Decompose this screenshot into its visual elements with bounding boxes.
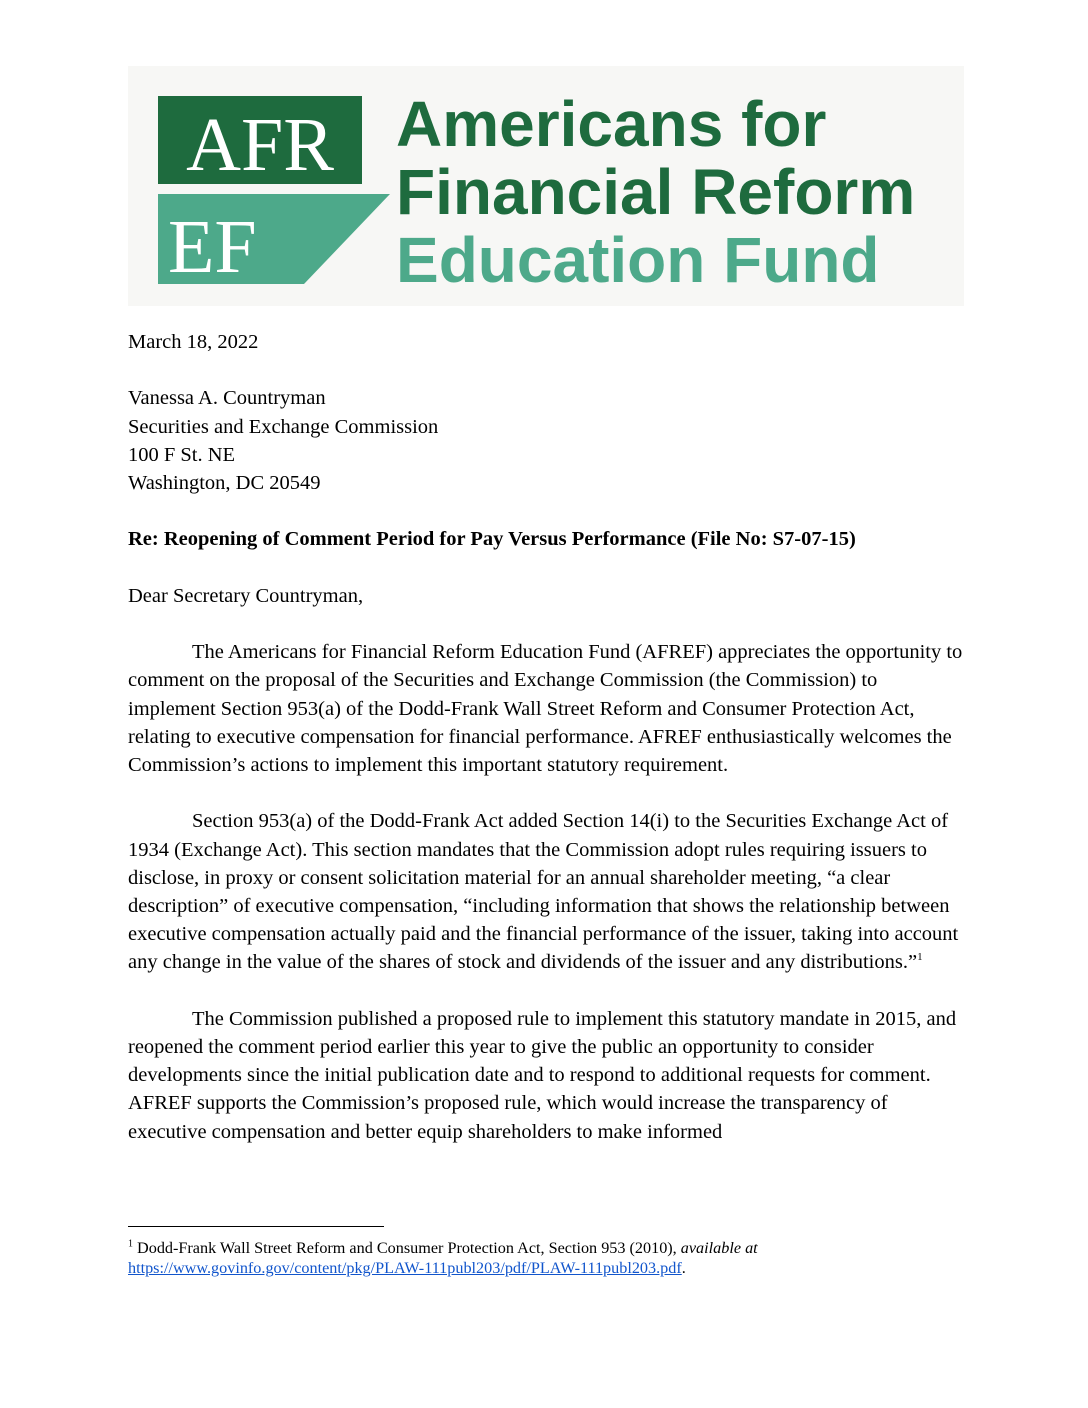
recipient-organization: Securities and Exchange Commission (128, 415, 439, 438)
logo-line-2: Financial Reform (396, 156, 916, 228)
paragraph-3: The Commission published a proposed rule to implement this statutory mandate in 2015, and reopened the comment period earlier this year to give the public an opportunity to consider developments since the initial publication date and to respond to additional requests for comment. AFREF supports the Commission’s proposed rule, which would increase the transparency of executive compensation and better equip shareholders to make informed (128, 1007, 957, 1143)
footnote-end: . (681, 1259, 686, 1277)
afref-logo-graphic (128, 66, 964, 306)
recipient-city: Washington, DC 20549 (128, 472, 321, 494)
logo-line-3: Education Fund (396, 224, 880, 296)
logo-afr-text: AFR (186, 103, 334, 187)
footnote-number: 1 (128, 1238, 133, 1250)
footnote-italic: available at (680, 1239, 758, 1257)
salutation: Dear Secretary Countryman, (128, 584, 364, 607)
paragraph-1: The Americans for Financial Reform Education Fund (AFREF) appreciates the opportunity to comment on the proposal of the Securities and Exchange Commission (the Commission) to implement Section 953(a) of the Dodd-Frank Wall Street Reform and Consumer Protection Act, relating to executive compensation for financial performance. AFREF enthusiastically welcomes the Commission’s actions to implement this important statutory requirement. (128, 641, 963, 776)
paragraph-2 (128, 807, 968, 976)
footnote-separator (128, 1226, 384, 1227)
footnote-text: Dodd-Frank Wall Street Reform and Consumer Protection Act, Section 953 (2010), (133, 1239, 681, 1257)
footnote (128, 1238, 968, 1278)
letter-body (128, 328, 968, 1146)
recipient-street: 100 F St. NE (128, 443, 236, 466)
logo-ef-text: EF (168, 205, 257, 289)
footnote-link[interactable]: https://www.govinfo.gov/content/pkg/PLAW-111publ203/pdf/PLAW-111publ203.pdf (128, 1259, 682, 1277)
letter-date: March 18, 2022 (128, 331, 259, 353)
footnote-reference[interactable]: 1 (917, 951, 923, 964)
afref-logo (128, 66, 964, 306)
paragraph-2-text: Section 953(a) of the Dodd-Frank Act added Section 14(i) to the Securities Exchange Act of 1934 (Exchange Act). This section mandates that the Commission adopt rules requiring issuers to disclose, in proxy or consent solicitation material for an annual shareholder meeting, “a clear description” of executive compensation, “including information that shows the relationship between executive compensation actually paid and the financial performance of the issuer, taking into account any change in the value of the shares of stock and dividends of the issuer and any distributions.” (128, 810, 959, 974)
subject-line: Re: Reopening of Comment Period for Pay Versus Performance (File No: S7-07-15) (128, 528, 856, 551)
logo-line-1: Americans for (396, 88, 827, 160)
recipient-name: Vanessa A. Countryman (128, 387, 326, 410)
